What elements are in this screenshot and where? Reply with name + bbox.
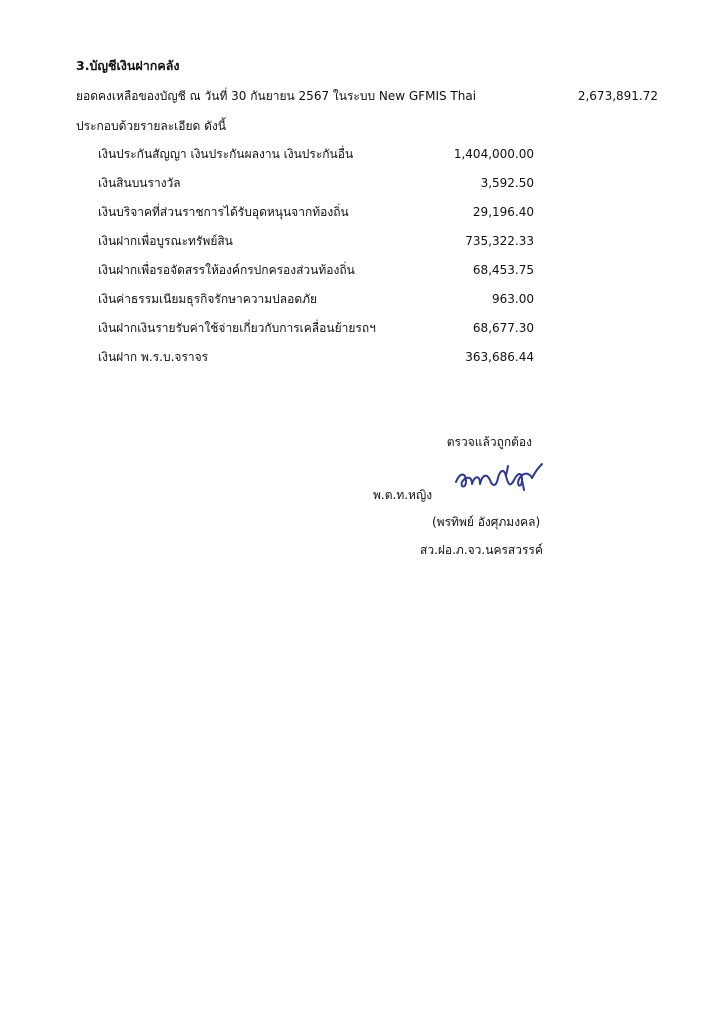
detail-list	[98, 146, 534, 378]
item-amount: 1,404,000.00	[453, 147, 534, 161]
item-amount: 963.00	[492, 292, 534, 306]
balance-label: ยอดคงเหลือของบัญชี ณ วันที่ 30 กันยายน 2567 ในระบบ New GFMIS Thai	[76, 89, 477, 103]
list-item	[98, 291, 534, 320]
list-item	[98, 320, 534, 349]
balance-amount: 2,673,891.72	[577, 89, 658, 103]
list-item	[98, 349, 534, 378]
item-amount: 3,592.50	[480, 176, 534, 190]
list-item	[98, 233, 534, 262]
item-label: เงินประกันสัญญา เงินประกันผลงาน เงินประกันอื่น	[98, 147, 354, 161]
section-heading: 3.บัญชีเงินฝากคลัง	[76, 58, 180, 73]
item-label: เงินฝากเงินรายรับค่าใช้จ่ายเกี่ยวกับการเคลื่อนย้ายรถฯ	[98, 321, 376, 335]
item-amount: 29,196.40	[472, 205, 534, 219]
signer-rank: พ.ต.ท.หญิง	[373, 488, 433, 502]
item-label: เงินฝาก พ.ร.บ.จราจร	[98, 350, 209, 364]
item-label: เงินค่าธรรมเนียมธุรกิจรักษาความปลอดภัย	[98, 292, 318, 306]
list-item	[98, 204, 534, 233]
item-amount: 68,677.30	[472, 321, 534, 335]
list-item	[98, 146, 534, 175]
item-amount: 363,686.44	[465, 350, 534, 364]
handwritten-signature	[452, 462, 552, 498]
item-label: เงินสินบนรางวัล	[98, 176, 181, 190]
item-amount: 68,453.75	[472, 263, 534, 277]
list-item	[98, 262, 534, 291]
list-item	[98, 175, 534, 204]
signer-name: (พรทิพย์ อังศุภมงคล)	[432, 515, 541, 529]
verified-note: ตรวจแล้วถูกต้อง	[446, 435, 532, 449]
details-intro: ประกอบด้วยรายละเอียด ดังนี้	[76, 119, 226, 133]
item-label: เงินฝากเพื่อบูรณะทรัพย์สิน	[98, 234, 233, 248]
item-label: เงินบริจาคที่ส่วนราชการได้รับอุดหนุนจากท้องถิ่น	[98, 205, 349, 219]
item-label: เงินฝากเพื่อรอจัดสรรให้องค์กรปกครองส่วนท้องถิ่น	[98, 263, 355, 277]
signer-title: สว.ฝอ.ภ.จว.นครสวรรค์	[420, 543, 543, 557]
item-amount: 735,322.33	[465, 234, 534, 248]
